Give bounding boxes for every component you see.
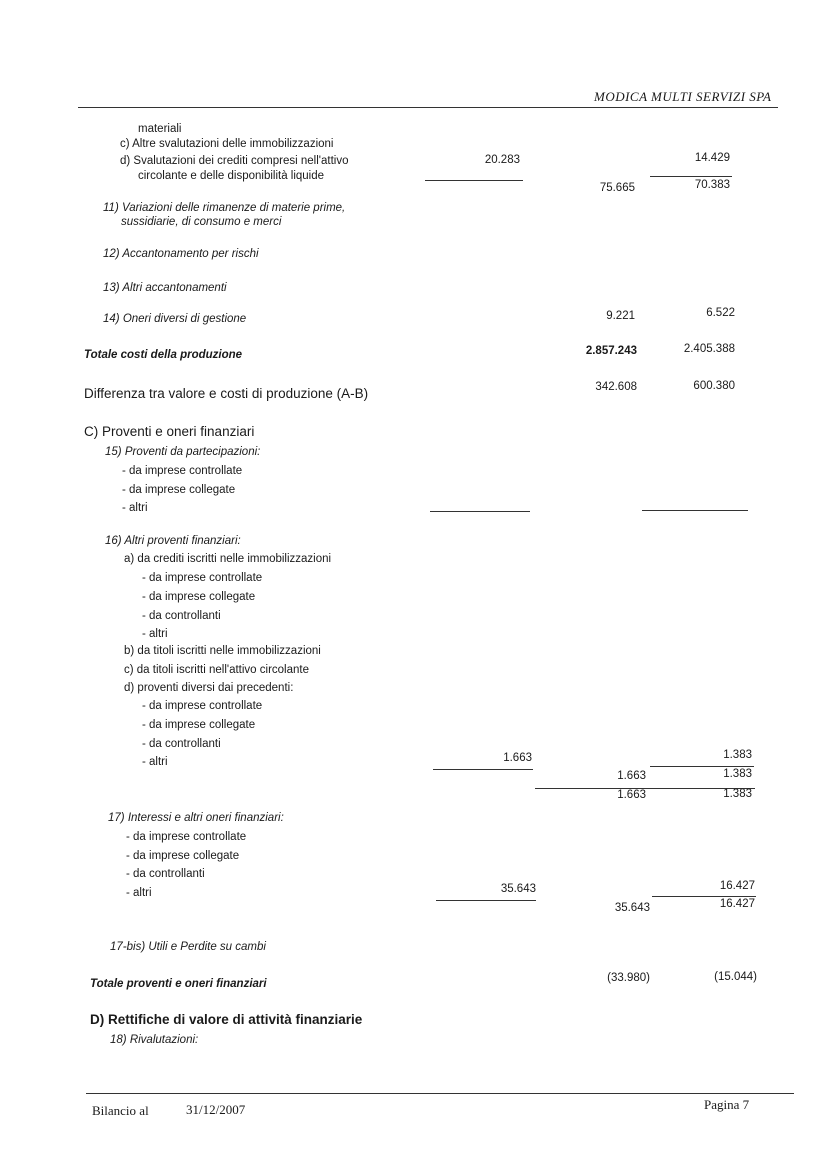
- value-16-total-col3: 1.383: [723, 788, 752, 800]
- row-16a: a) da crediti iscritti nelle immobilizzazioni: [124, 553, 332, 565]
- value-svalutazioni-col3: 14.429: [694, 152, 730, 164]
- value-16-subtotal-col2: 1.663: [617, 770, 646, 782]
- row-interessi-oneri: 17) Interessi e altri oneri finanziari:: [108, 812, 284, 824]
- row-16a-controllate: - da imprese controllate: [142, 572, 263, 584]
- row-16d-controllate: - da imprese controllate: [142, 700, 263, 712]
- row-altri-accantonamenti: 13) Altri accantonamenti: [103, 282, 227, 294]
- value-17-subtotal-col2: 35.643: [614, 902, 650, 914]
- row-16d-controllanti: - da controllanti: [142, 738, 221, 750]
- row-svalutazioni-crediti: d) Svalutazioni dei crediti compresi nell'attivo: [120, 155, 349, 167]
- row-17-collegate: - da imprese collegate: [126, 850, 240, 862]
- company-header: MODICA MULTI SERVIZI SPA: [594, 89, 772, 104]
- row-totale-finanziari: Totale proventi e oneri finanziari: [90, 978, 267, 990]
- row-variazioni-rimanenze: 11) Variazioni delle rimanenze di materie prime,: [103, 202, 346, 214]
- row-materiali: materiali: [138, 123, 182, 135]
- row-16a-controllanti: - da controllanti: [142, 610, 221, 622]
- footer-rule: [86, 1093, 794, 1094]
- row-16b: b) da titoli iscritti nelle immobilizzazioni: [124, 645, 321, 657]
- value-totale-costi-col3: 2.405.388: [683, 343, 735, 355]
- row-16a-collegate: - da imprese collegate: [142, 591, 256, 603]
- footer-bilancio: Bilancio al: [92, 1103, 149, 1118]
- header-rule: [78, 107, 778, 108]
- row-variazioni-rimanenze-2: sussidiarie, di consumo e merci: [121, 216, 282, 228]
- value-16d-altri-col1: 1.663: [503, 752, 532, 764]
- row-differenza: Differenza tra valore e costi di produzione (A-B): [84, 386, 369, 401]
- value-differenza-col3: 600.380: [693, 380, 735, 392]
- value-subtotal-col2: 75.665: [599, 182, 635, 194]
- row-16c: c) da titoli iscritti nell'attivo circolante: [124, 664, 309, 676]
- row-16d-altri: - altri: [142, 756, 168, 768]
- value-17-altri-col1: 35.643: [500, 883, 536, 895]
- row-15-controllate: - da imprese controllate: [122, 465, 243, 477]
- rule-15-col3: [642, 510, 748, 511]
- row-17-controllate: - da imprese controllate: [126, 831, 247, 843]
- rule-16-col3: [650, 766, 754, 767]
- value-17-altri-col3: 16.427: [719, 880, 755, 892]
- value-totale-finanziari-col3: (15.044): [714, 971, 757, 983]
- rule-16-col1: [433, 769, 533, 770]
- value-oneri-col2: 9.221: [606, 310, 635, 322]
- value-differenza-col2: 342.608: [595, 381, 637, 393]
- row-oneri-diversi: 14) Oneri diversi di gestione: [103, 313, 247, 325]
- row-15-collegate: - da imprese collegate: [122, 484, 236, 496]
- value-totale-costi-col2: 2.857.243: [585, 345, 637, 357]
- value-16-total-col2: 1.663: [617, 789, 646, 801]
- row-proventi-partecipazioni: 15) Proventi da partecipazioni:: [105, 446, 261, 458]
- row-altri-proventi: 16) Altri proventi finanziari:: [105, 535, 241, 547]
- row-accantonamento-rischi: 12) Accantonamento per rischi: [103, 248, 259, 260]
- section-d-title: D) Rettifiche di valore di attività finanziarie: [90, 1012, 363, 1027]
- footer-date: 31/12/2007: [186, 1102, 246, 1117]
- row-utili-perdite-cambi: 17-bis) Utili e Perdite su cambi: [110, 941, 266, 953]
- row-17-altri: - altri: [126, 887, 152, 899]
- value-subtotal-col3: 70.383: [694, 179, 730, 191]
- value-totale-finanziari-col2: (33.980): [607, 972, 650, 984]
- footer-page: Pagina 7: [704, 1097, 750, 1112]
- row-16a-altri: - altri: [142, 628, 168, 640]
- row-rivalutazioni: 18) Rivalutazioni:: [110, 1034, 199, 1046]
- row-16d-collegate: - da imprese collegate: [142, 719, 256, 731]
- rule-17-col3: [652, 896, 756, 897]
- value-oneri-col3: 6.522: [706, 307, 735, 319]
- row-17-controllanti: - da controllanti: [126, 868, 205, 880]
- row-15-altri: - altri: [122, 502, 148, 514]
- row-totale-costi: Totale costi della produzione: [84, 349, 243, 361]
- row-16d: d) proventi diversi dai precedenti:: [124, 682, 294, 694]
- rule-17-col1: [436, 900, 536, 901]
- value-17-subtotal-col3: 16.427: [719, 898, 755, 910]
- value-16-subtotal-col3: 1.383: [723, 768, 752, 780]
- row-svalutazioni-crediti-2: circolante e delle disponibilità liquide: [138, 170, 325, 182]
- rule-15-col1: [430, 511, 530, 512]
- value-svalutazioni-col1: 20.283: [484, 154, 520, 166]
- section-c-title: C) Proventi e oneri finanziari: [84, 424, 255, 439]
- value-16d-altri-col3: 1.383: [723, 749, 752, 761]
- subtotal-rule-col3: [650, 176, 732, 177]
- subtotal-rule-col1: [425, 180, 523, 181]
- row-altre-svalutazioni: c) Altre svalutazioni delle immobilizzazioni: [120, 138, 334, 150]
